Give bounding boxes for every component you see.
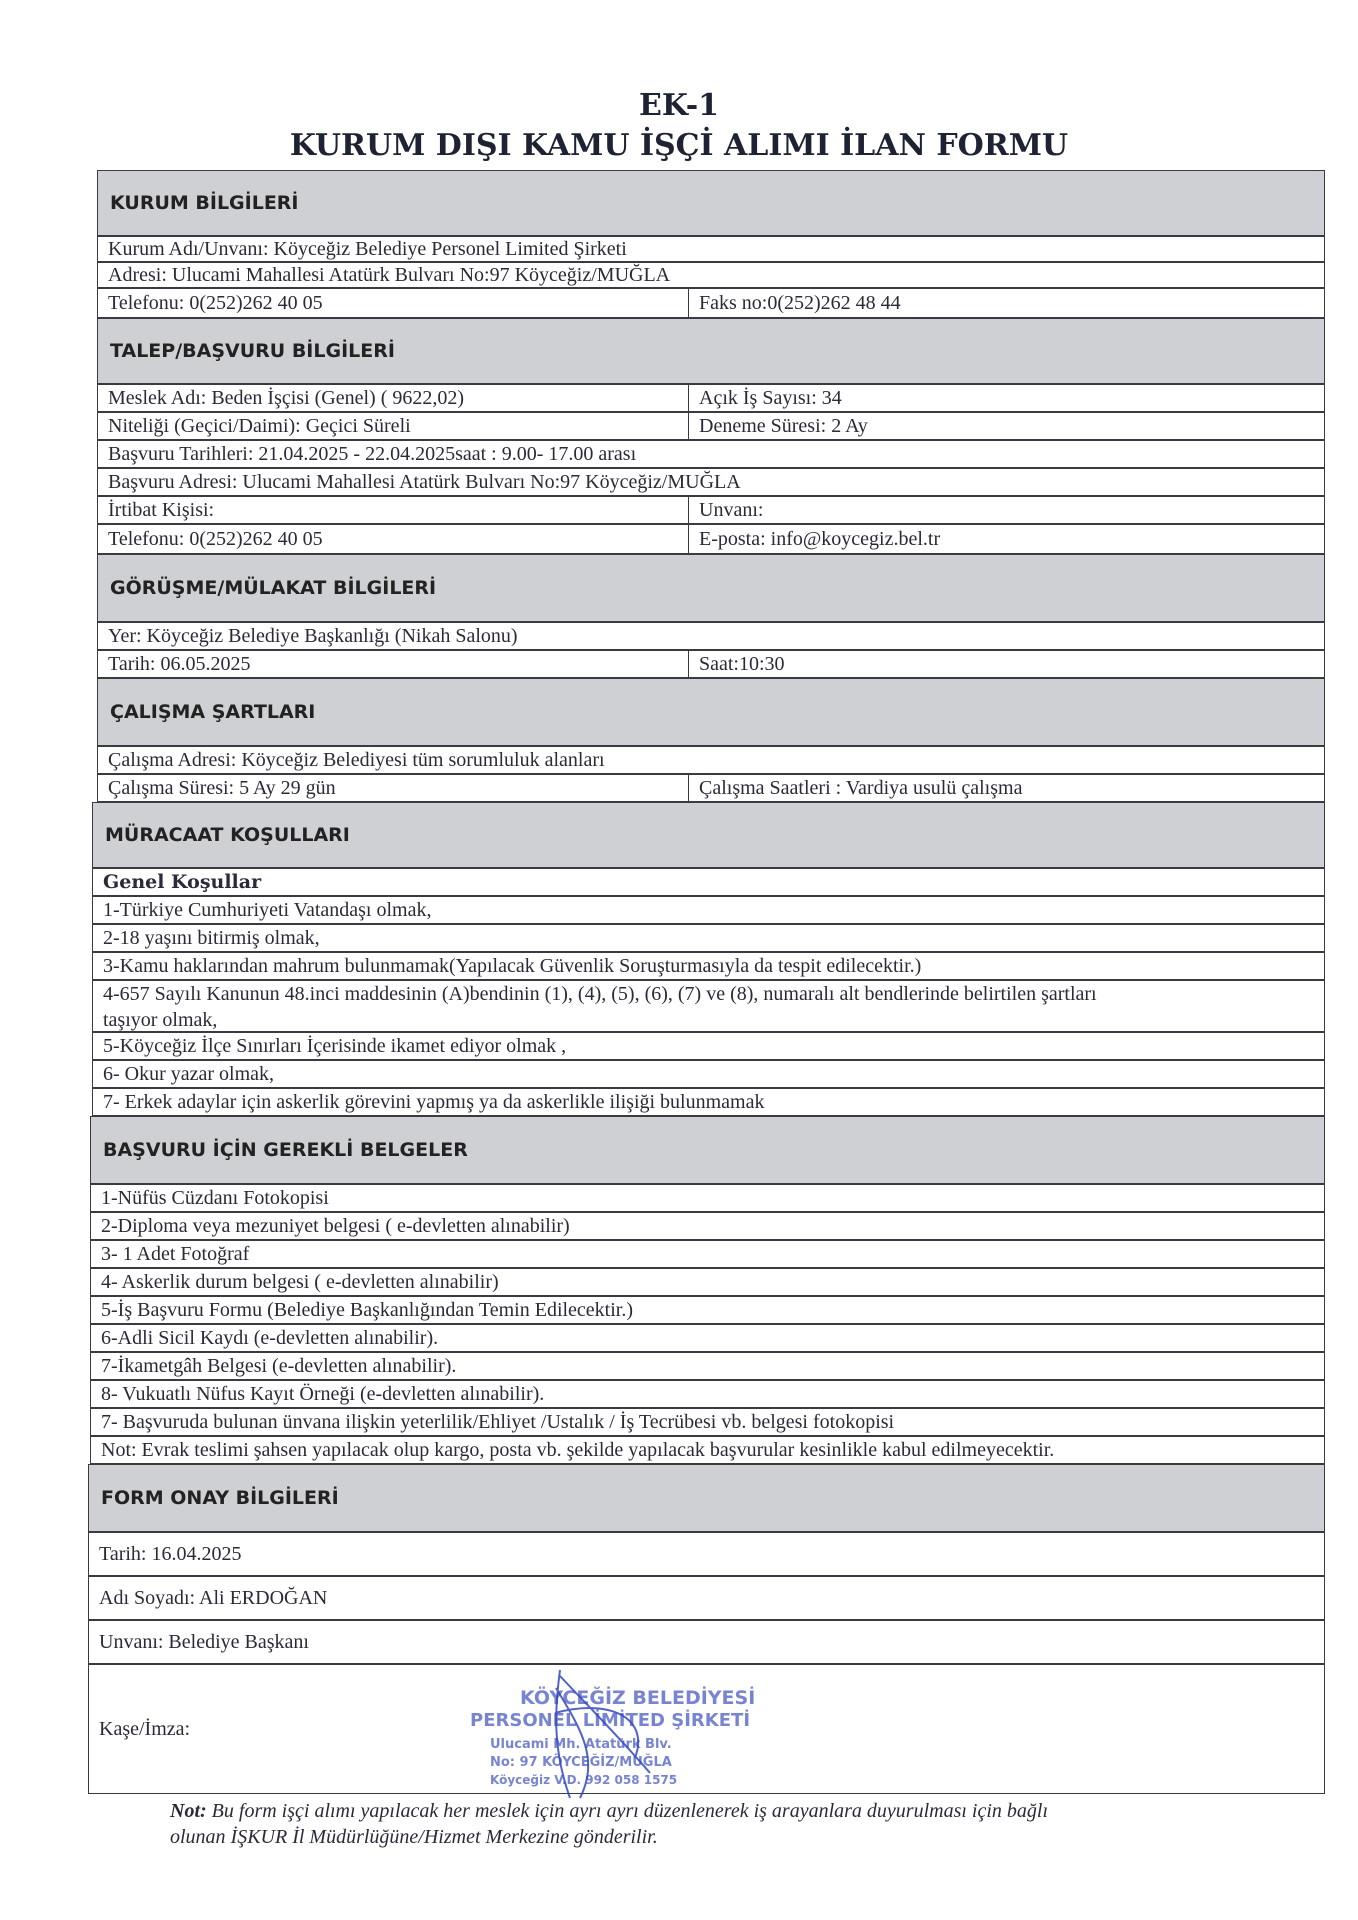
kase-imza-label: Kaşe/İmza:: [99, 1717, 191, 1740]
stamp-line-1: KÖYCEĞİZ BELEDİYESİ: [520, 1687, 756, 1709]
meslek-adi: Meslek Adı: Beden İşçisi (Genel) ( 9622,02): [108, 386, 465, 409]
belge-item: 7- Başvuruda bulunan ünvana ilişkin yeterlilik/Ehliyet /Ustalık / İş Tecrübesi vb. belgesi fotokopisi: [101, 1410, 895, 1433]
onay-unvan-row: [88, 1620, 1325, 1664]
section-header-label: BAŞVURU İÇİN GEREKLİ BELGELER: [103, 1139, 468, 1161]
kosul-row-multiline: [92, 980, 1325, 1032]
belge-item: 7-İkametgâh Belgesi (e-devletten alınabilir).: [101, 1354, 457, 1377]
basvuru-tarihleri: Başvuru Tarihleri: 21.04.2025 - 22.04.2025saat : 9.00- 17.00 arası: [108, 442, 637, 465]
kosul-item: 7- Erkek adaylar için askerlik görevini yapmış ya da askerlikle ilişiği bulunmamak: [103, 1090, 765, 1113]
kosul-row: [92, 896, 1325, 924]
kosul-item: 3-Kamu haklarından mahrum bulunmamak(Yapılacak Güvenlik Soruşturmasıyla da tespit edilecektir.): [103, 954, 922, 977]
company-stamp: [460, 1668, 760, 1800]
kurum-adres-row: [97, 262, 1325, 288]
section-header-onay: [88, 1464, 1325, 1532]
kosul-row: [92, 1088, 1325, 1116]
section-header-label: KURUM BİLGİLERİ: [110, 192, 299, 214]
kurum-adres: Adresi: Ulucami Mahallesi Atatürk Bulvarı No:97 Köyceğiz/MUĞLA: [108, 263, 671, 286]
belge-row: [90, 1324, 1325, 1352]
talep-telefon: Telefonu: 0(252)262 40 05: [108, 527, 323, 550]
talep-meslek-row: [97, 384, 1325, 412]
section-header-calisma: [97, 678, 1325, 746]
kurum-faks: Faks no:0(252)262 48 44: [688, 289, 1324, 317]
section-header-label: FORM ONAY BİLGİLERİ: [101, 1487, 339, 1509]
kurum-adi: Kurum Adı/Unvanı: Köyceğiz Belediye Personel Limited Şirketi: [108, 237, 627, 260]
belge-note: Not: Evrak teslimi şahsen yapılacak olup kargo, posta vb. şekilde yapılacak başvurular kesinlikle kabul edilmeyecektir.: [101, 1438, 1055, 1461]
stamp-line-4: No: 97 KÖYCEĞİZ/MUĞLA: [490, 1755, 672, 1770]
genel-kosullar-label: Genel Koşullar: [103, 871, 262, 893]
footer-note: [170, 1800, 1320, 1823]
onay-unvani: Unvanı: Belediye Başkanı: [99, 1630, 309, 1653]
section-header-belgeler: [90, 1116, 1325, 1184]
belge-row: [90, 1240, 1325, 1268]
belge-item: 4- Askerlik durum belgesi ( e-devletten alınabilir): [101, 1270, 499, 1293]
kurum-telefon: Telefonu: 0(252)262 40 05: [108, 291, 323, 314]
irtibat-unvani: Unvanı:: [688, 497, 1324, 523]
deneme-suresi: Deneme Süresi: 2 Ay: [688, 413, 1324, 439]
section-header-label: GÖRÜŞME/MÜLAKAT BİLGİLERİ: [110, 577, 437, 599]
gorusme-yer: Yer: Köyceğiz Belediye Başkanlığı (Nikah Salonu): [108, 624, 518, 647]
talep-adres-row: [97, 468, 1325, 496]
belge-row: [90, 1408, 1325, 1436]
basvuru-adresi: Başvuru Adresi: Ulucami Mahallesi Atatürk Bulvarı No:97 Köyceğiz/MUĞLA: [108, 470, 741, 493]
onay-tarih: Tarih: 16.04.2025: [99, 1542, 242, 1565]
talep-eposta: E-posta: info@koycegiz.bel.tr: [688, 525, 1324, 553]
talep-iletisim-row: [97, 524, 1325, 554]
belge-row: [90, 1380, 1325, 1408]
kurum-adi-row: [97, 236, 1325, 262]
footer-note-line2: [170, 1826, 658, 1849]
section-header-label: ÇALIŞMA ŞARTLARI: [110, 701, 316, 723]
kosul-item: 1-Türkiye Cumhuriyeti Vatandaşı olmak,: [103, 898, 432, 921]
onay-adi-row: [88, 1576, 1325, 1620]
kosul-row: [92, 1032, 1325, 1060]
page-title-code: EK-1: [638, 88, 720, 123]
belge-item: 6-Adli Sicil Kaydı (e-devletten alınabilir).: [101, 1326, 439, 1349]
belge-item: 5-İş Başvuru Formu (Belediye Başkanlığından Temin Edilecektir.): [101, 1298, 634, 1321]
calisma-saatleri: Çalışma Saatleri : Vardiya usulü çalışma: [688, 775, 1324, 801]
calisma-sure-row: [97, 774, 1325, 802]
onay-tarih-row: [88, 1532, 1325, 1576]
belge-row: [90, 1296, 1325, 1324]
kosul-item: 5-Köyceğiz İlçe Sınırları İçerisinde ikamet ediyor olmak ,: [103, 1034, 567, 1057]
stamp-line-5: Köyceğiz V.D. 992 058 1575: [490, 1773, 678, 1787]
belge-item: 8- Vukuatlı Nüfus Kayıt Örneği (e-devletten alınabilir).: [101, 1382, 545, 1405]
belge-note-row: [90, 1436, 1325, 1464]
belge-row: [90, 1352, 1325, 1380]
kurum-tel-row: [97, 288, 1325, 318]
irtibat-kisisi: İrtibat Kişisi:: [108, 498, 215, 521]
section-header-label: TALEP/BAŞVURU BİLGİLERİ: [110, 340, 395, 362]
belge-row: [90, 1268, 1325, 1296]
footer-note-line-1: Bu form işçi alımı yapılacak her meslek için ayrı ayrı düzenlenerek iş arayanlara duyurulması için bağlı: [206, 1800, 1049, 1822]
belge-row: [90, 1184, 1325, 1212]
stamp-line-3: Ulucami Mh. Atatürk Blv.: [490, 1737, 672, 1752]
gorusme-saat: Saat:10:30: [688, 651, 1324, 677]
talep-nitelik-row: [97, 412, 1325, 440]
calisma-adres-row: [97, 746, 1325, 774]
page-title: KURUM DIŞI KAMU İŞÇİ ALIMI İLAN FORMU: [289, 128, 1069, 163]
acik-is-sayisi: Açık İş Sayısı: 34: [688, 385, 1324, 411]
gorusme-tarih: Tarih: 06.05.2025: [108, 652, 251, 675]
genel-kosullar-row: [92, 868, 1325, 896]
kosul-item: 4-657 Sayılı Kanunun 48.inci maddesinin (A)bendinin (1), (4), (5), (6), (7) ve (8), numaralı alt bendlerinde belirtilen şartları: [103, 982, 1097, 1005]
kosul-item: 2-18 yaşını bitirmiş olmak,: [103, 926, 320, 949]
onay-adi-soyadi: Adı Soyadı: Ali ERDOĞAN: [99, 1586, 328, 1609]
belge-item: 2-Diploma veya mezuniyet belgesi ( e-devletten alınabilir): [101, 1214, 570, 1237]
gorusme-tarih-row: [97, 650, 1325, 678]
section-header-kurum: [97, 170, 1325, 236]
section-header-gorusme: [97, 554, 1325, 622]
kosul-item: 6- Okur yazar olmak,: [103, 1062, 275, 1085]
footer-note-label: Not:: [170, 1800, 207, 1822]
talep-tarih-row: [97, 440, 1325, 468]
calisma-adresi: Çalışma Adresi: Köyceğiz Belediyesi tüm sorumluluk alanları: [108, 748, 605, 771]
footer-note-line-2: olunan İŞKUR İl Müdürlüğüne/Hizmet Merkezine gönderilir.: [170, 1826, 658, 1848]
stamp-line-2: PERSONEL LİMİTED ŞİRKETİ: [470, 1710, 751, 1731]
kosul-item-continued: taşıyor olmak,: [103, 1008, 218, 1031]
niteligi: Niteliği (Geçici/Daimi): Geçici Süreli: [108, 414, 411, 437]
calisma-suresi: Çalışma Süresi: 5 Ay 29 gün: [108, 776, 336, 799]
section-header-muracaat: [92, 802, 1325, 868]
kosul-row: [92, 952, 1325, 980]
gorusme-yer-row: [97, 622, 1325, 650]
talep-irtibat-row: [97, 496, 1325, 524]
belge-row: [90, 1212, 1325, 1240]
belge-item: 3- 1 Adet Fotoğraf: [101, 1242, 250, 1265]
section-header-talep: [97, 318, 1325, 384]
belge-item: 1-Nüfüs Cüzdanı Fotokopisi: [101, 1186, 329, 1209]
kosul-row: [92, 924, 1325, 952]
section-header-label: MÜRACAAT KOŞULLARI: [105, 824, 350, 846]
kosul-row: [92, 1060, 1325, 1088]
